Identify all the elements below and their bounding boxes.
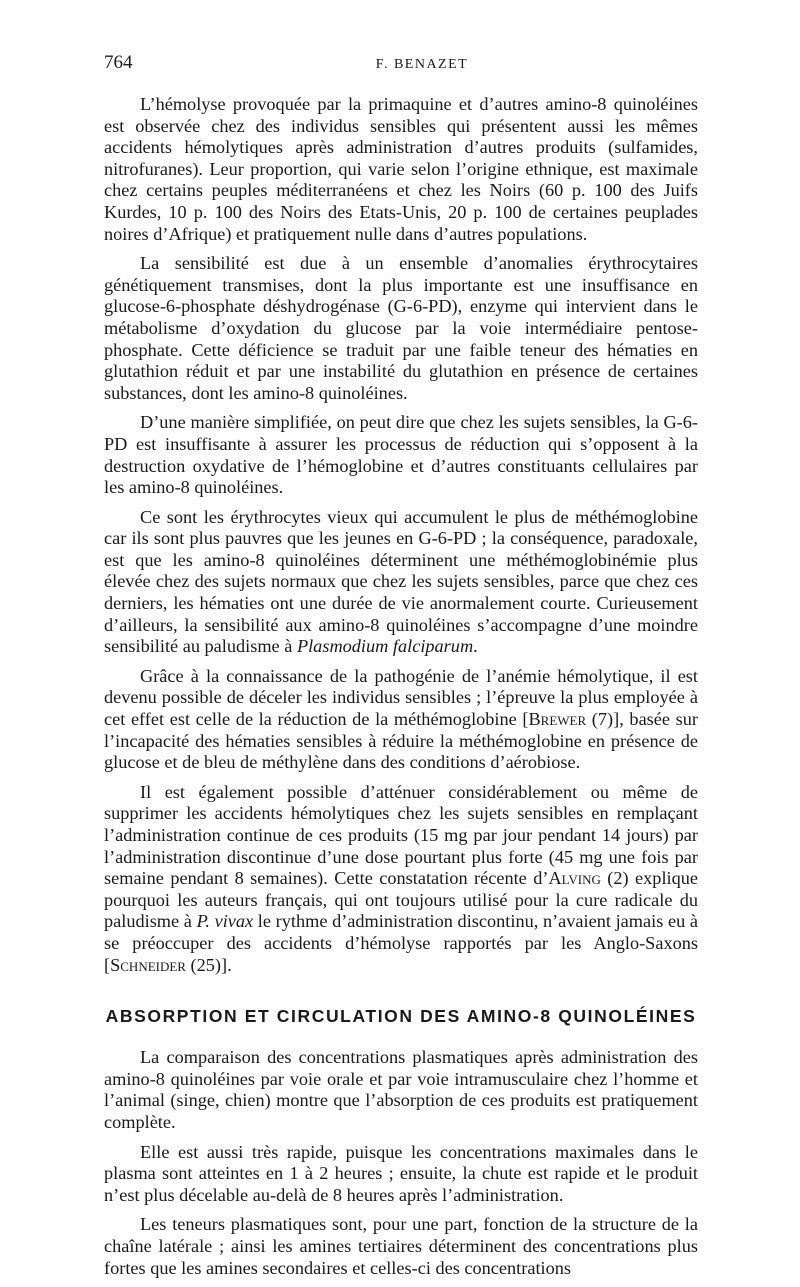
running-head: F. BENAZET <box>375 57 469 72</box>
paragraph-text: Grâce à la connaissance de la pathogénie de l’anémie hémolytique, il est devenu possible de déceler les individus sensibles ; l’épreuve la plus employée à cet effet est celle de la réduction de la méthémoglobine [ <box>104 665 698 730</box>
paragraph-text: , basée sur l’incapacité des hématies sensibles à réduire la méthémoglobine en présence de glucose et de bleu de méthylène dans des conditions d’aérobiose. <box>104 709 698 773</box>
citation-author: Brewer <box>528 709 587 730</box>
paragraph <box>104 782 698 976</box>
citation-author: Alving <box>548 868 601 889</box>
citation-author: Schneider <box>110 954 186 975</box>
paragraph-text: Il est également possible d’atténuer considérablement ou même de supprimer les accidents hémolytiques chez les sujets sensibles en remplaçant l’administration continue de ces produits (15 mg par jour pendant 14 jours) par l’administration discontinue d’une dose pourtant plus forte (45 mg une fois par semaine pendant 8 semaines). Cette constatation récente d’ <box>104 781 698 889</box>
italic-term: P. vivax <box>196 911 254 932</box>
paragraph: L’hémolyse provoquée par la primaquine et d’autres amino-8 quinoléines est observée chez des individus sensibles qui présentent aussi les mêmes accidents hémolytiques après administration d’autres produits (sulfamides, nitrofuranes). Leur proportion, qui varie selon l’origine ethnique, est maximale chez certains peuples méditerranéens et chez les Noirs (60 p. 100 des Juifs Kurdes, 10 p. 100 des Noirs des Etats-Unis, 20 p. 100 de certaines peuplades noires d’Afrique) et pratiquement nulle dans d’autres populations. <box>104 94 698 244</box>
paragraph: La comparaison des concentrations plasmatiques après administration des amino-8 quinoléines par voie orale et par voie intramusculaire chez l’homme et l’animal (singe, chien) montre que l’absorption de ces produits est pratiquement complète. <box>104 1047 698 1132</box>
citation-ref: (7)] <box>586 709 620 730</box>
paragraph-text: Ce sont les érythrocytes vieux qui accumulent le plus de méthémoglobine car ils sont plus pauvres que les jeunes en G-6-PD ; la conséquence, paradoxale, est que les amino-8 quinoléines déterminent une méthémoglobinémie plus élevée chez des sujets normaux que chez les sujets sensibles, parce que chez ces derniers, les hématies ont une durée de vie anormalement courte. Curieusement d’ailleurs, la sensibilité aux amino-8 quinoléines s’accompagne d’une moindre sensibilité au paludisme à <box>104 506 698 657</box>
page-number: 764 <box>104 52 133 73</box>
citation-ref: (25)]. <box>185 954 232 975</box>
section-heading: ABSORPTION ET CIRCULATION DES AMINO-8 QUINOLÉINES <box>105 1006 697 1027</box>
page-header <box>104 52 700 82</box>
paragraph-text: le rythme d’administration discontinu, n’avaient jamais eu à se préoccuper des accidents d’hémolyse rapportés par les Anglo-Saxons [ <box>104 911 698 975</box>
paragraph <box>104 507 698 658</box>
paragraph-text: (2) explique pourquoi les auteurs français, qui ont toujours utilisé pour la cure radicale du paludisme à <box>104 868 698 932</box>
body-text <box>104 94 698 1287</box>
paragraph: Elle est aussi très rapide, puisque les concentrations maximales dans le plasma sont atteintes en 1 à 2 heures ; ensuite, la chute est rapide et le produit n’est plus décelable au-delà de 8 heures après l’administration. <box>104 1141 698 1205</box>
paragraph: Les teneurs plasmatiques sont, pour une part, fonction de la structure de la chaîne latérale ; ainsi les amines tertiaires déterminent des concentrations plus fortes que les amines secondaires et celles-ci des concentrations <box>104 1214 698 1278</box>
paragraph: La sensibilité est due à un ensemble d’anomalies érythrocytaires génétiquement transmises, dont la plus importante est une insuffisance en glucose-6-phosphate déshydrogénase (G-6-PD), enzyme qui intervient dans le métabolisme d’oxydation du glucose par la voie intermédiaire pentose-phosphate. Cette déficience se traduit par une faible teneur des hématies en glutathion réduit et par une instabilité du glutathion en présence de certaines substances, dont les amino-8 quinoléines. <box>104 253 698 403</box>
paragraph: D’une manière simplifiée, on peut dire que chez les sujets sensibles, la G-6-PD est insuffisante à assurer les processus de réduction qui s’opposent à la destruction oxydative de l’hémoglobine et d’autres constituants cellulaires par les amino-8 quinoléines. <box>104 412 698 498</box>
paragraph <box>104 666 698 774</box>
paragraph-text: . <box>473 636 478 657</box>
italic-term: Plasmodium falciparum <box>296 636 474 657</box>
